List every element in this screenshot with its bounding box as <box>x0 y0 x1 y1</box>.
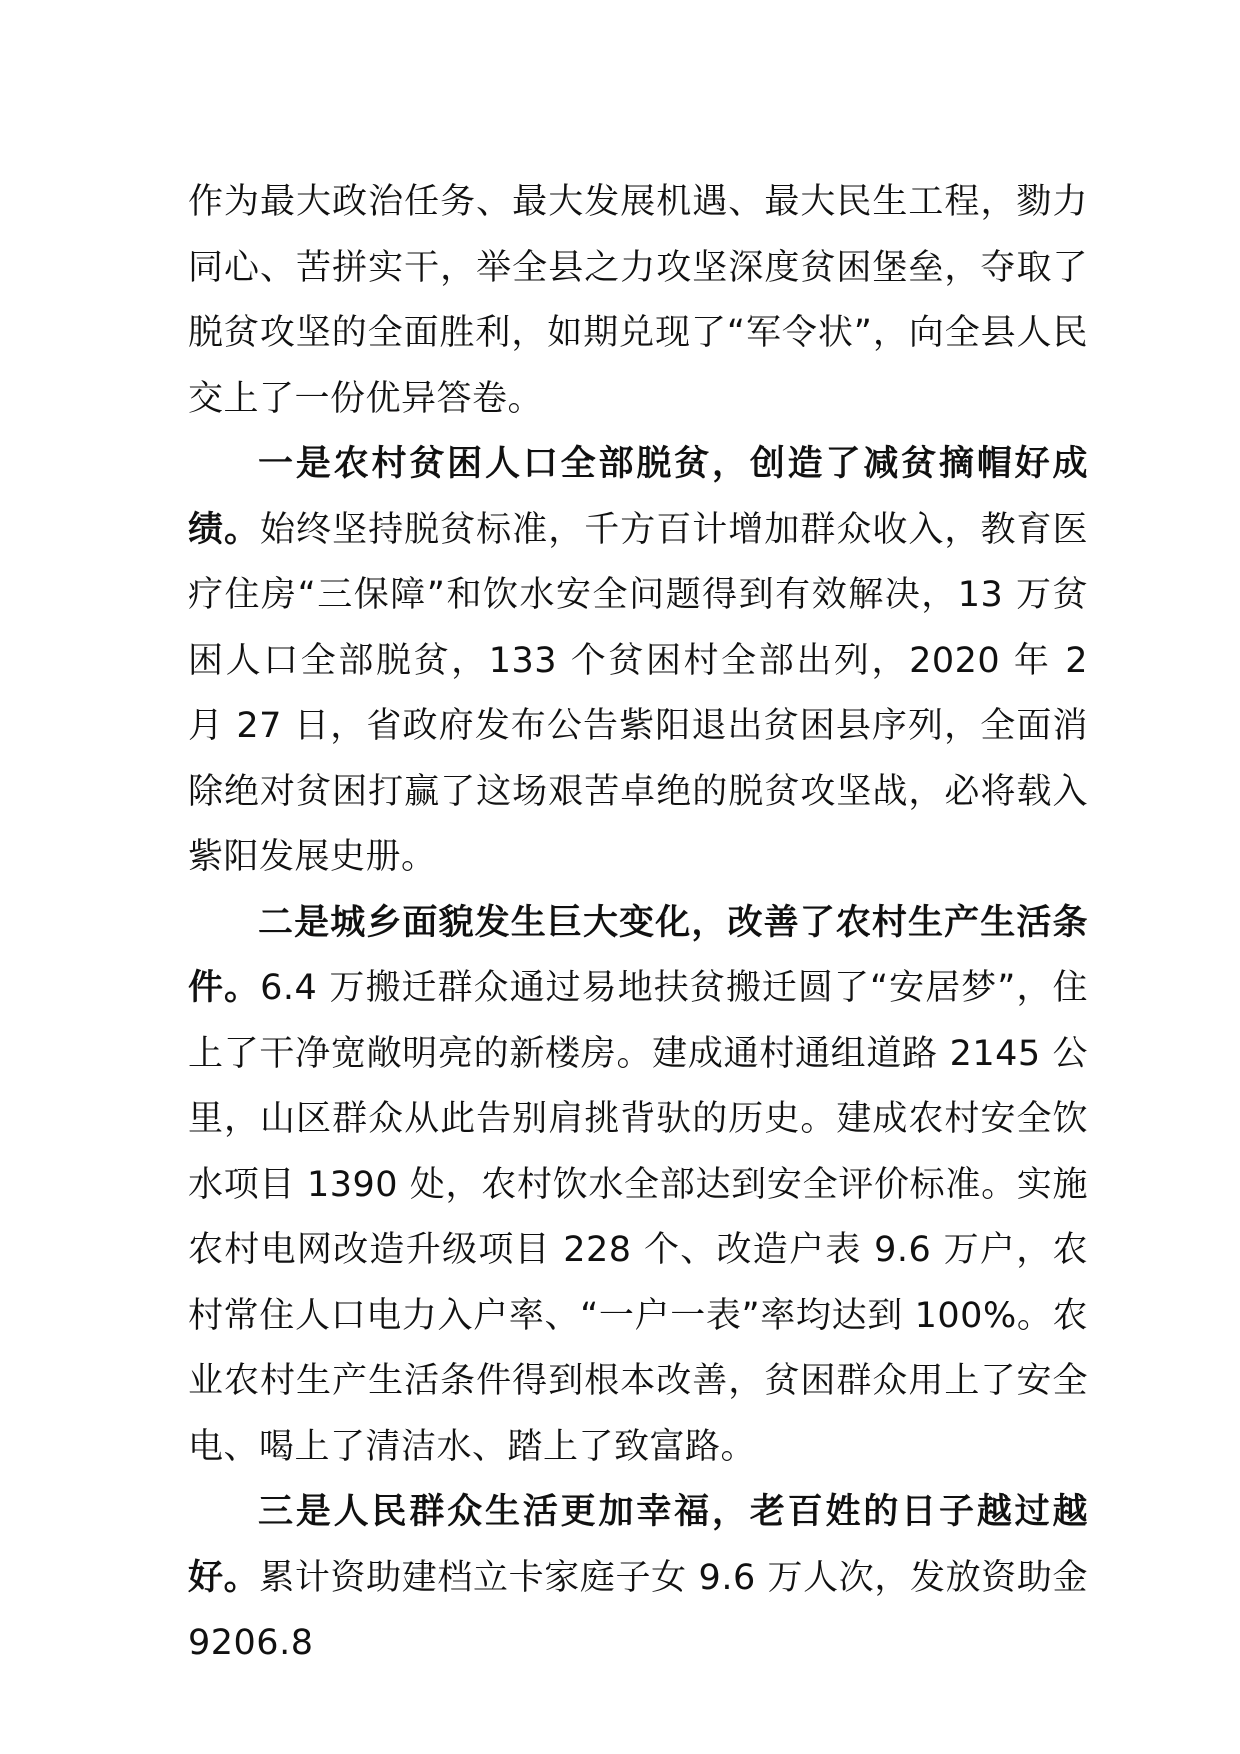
paragraph-text: 6.4 万搬迁群众通过易地扶贫搬迁圆了“安居梦”，住上了干净宽敞明亮的新楼房。建成通村通组道路 2145 公里，山区群众从此告别肩挑背驮的历史。建成农村安全饮水项目 1390 处，农村饮水全部达到安全评价标准。实施农村电网改造升级项目 228 个、改造户表 9.6 万户，农村常住人口电力入户率、“一户一表”率均达到 100%。农业农村生产生活条件得到根本改善，贫困群众用上了安全电、喝上了清洁水、踏上了致富路。 <box>188 968 1088 1467</box>
document-body <box>188 170 1088 1677</box>
paragraph-heading: 三是人民群众生活更加幸福，老百姓的日子越过越好。 <box>188 1492 1088 1598</box>
paragraph-text: 累计资助建档立卡家庭子女 9.6 万人次，发放资助金 9206.8 <box>188 1557 1088 1663</box>
paragraph-urban-rural-change <box>188 891 1088 1481</box>
paragraph-heading: 一是农村贫困人口全部脱贫，创造了减贫摘帽好成绩。 <box>188 444 1088 550</box>
paragraph-text: 作为最大政治任务、最大发展机遇、最大民生工程，勠力同心、苦拼实干，举全县之力攻坚深度贫困堡垒，夺取了脱贫攻坚的全面胜利，如期兑现了“军令状”，向全县人民交上了一份优异答卷。 <box>188 182 1088 419</box>
paragraph-people-happiness <box>188 1480 1088 1677</box>
paragraph-poverty-alleviation <box>188 432 1088 891</box>
paragraph-heading: 二是城乡面貌发生巨大变化，改善了农村生产生活条件。 <box>188 902 1088 1008</box>
paragraph-intro <box>188 170 1088 432</box>
paragraph-text: 始终坚持脱贫标准，千方百计增加群众收入，教育医疗住房“三保障”和饮水安全问题得到有效解决，13 万贫困人口全部脱贫，133 个贫困村全部出列，2020 年 2 月 27 日，省政府发布公告紫阳退出贫困县序列，全面消除绝对贫困打赢了这场艰苦卓绝的脱贫攻坚战，必将载入紫阳发展史册。 <box>188 509 1088 877</box>
